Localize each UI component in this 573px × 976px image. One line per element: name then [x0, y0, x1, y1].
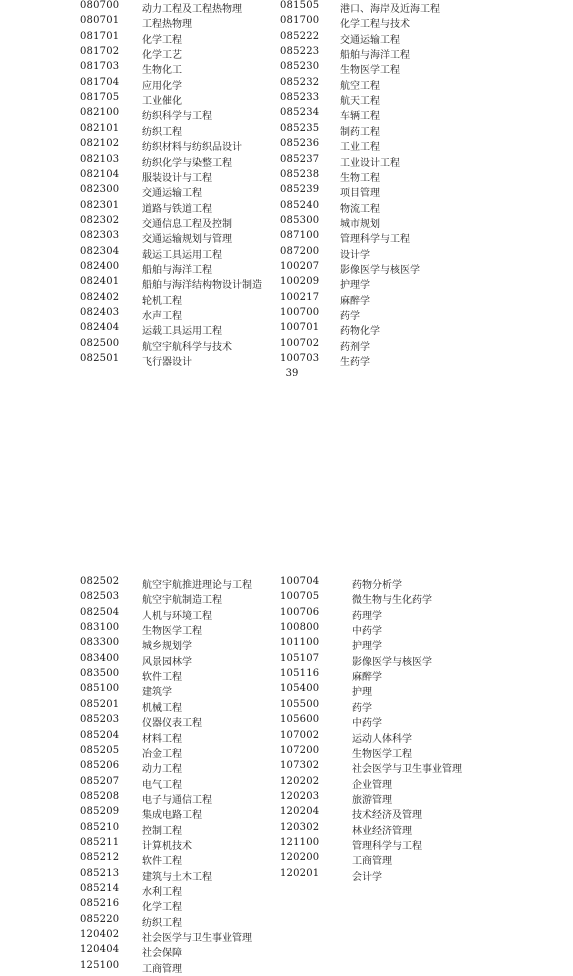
discipline-code: 100700: [280, 307, 320, 318]
discipline-code: 085232: [280, 76, 320, 88]
discipline-name: 计算机技术: [142, 840, 192, 852]
discipline-code: 082503: [80, 591, 120, 603]
discipline-code: 082300: [80, 184, 120, 196]
document-page-1: [0, 0, 573, 382]
discipline-name: 旅游管理: [352, 794, 392, 806]
discipline-code: 100800: [280, 622, 320, 634]
document-page-2: [0, 576, 573, 976]
discipline-code: 081705: [80, 92, 120, 104]
discipline-code: 085211: [80, 836, 120, 848]
discipline-name: 企业管理: [352, 779, 392, 791]
discipline-name: 工商管理: [142, 963, 182, 975]
discipline-name: 软件工程: [142, 856, 182, 868]
discipline-code: 085222: [280, 30, 320, 42]
discipline-code: 120204: [280, 806, 320, 818]
discipline-code: 085213: [80, 867, 120, 879]
discipline-name: 工业工程: [340, 142, 380, 154]
discipline-name: 软件工程: [142, 672, 182, 684]
discipline-name: 项目管理: [340, 188, 380, 200]
discipline-code: 085214: [80, 883, 120, 894]
discipline-name: 材料工程: [142, 733, 182, 745]
discipline-code: 085212: [80, 852, 120, 864]
discipline-name: 影像医学与核医学: [340, 264, 420, 276]
discipline-code: 085239: [280, 184, 320, 196]
discipline-code: 107200: [280, 744, 320, 756]
discipline-name: 纺织工程: [142, 917, 182, 929]
discipline-code: 105400: [280, 683, 320, 695]
discipline-code: 085236: [280, 138, 320, 150]
discipline-code: 085233: [280, 92, 320, 104]
discipline-name: 物流工程: [340, 203, 380, 215]
discipline-code: 085206: [80, 760, 120, 772]
discipline-code: 082500: [80, 337, 120, 349]
discipline-name: 药物化学: [340, 326, 380, 338]
discipline-name: 船舶与海洋工程: [142, 264, 212, 276]
discipline-name: 麻醉学: [340, 295, 370, 307]
discipline-code: 120404: [80, 944, 120, 956]
discipline-code: 100209: [280, 276, 320, 288]
discipline-name: 生药学: [340, 357, 370, 369]
discipline-code: 082304: [80, 245, 120, 257]
discipline-name: 道路与铁道工程: [142, 203, 212, 215]
discipline-code: 100701: [280, 322, 320, 334]
discipline-code: 105107: [280, 652, 320, 664]
discipline-name: 社会医学与卫生事业管理: [142, 933, 252, 945]
discipline-name: 纺织材料与纺织品设计: [142, 142, 242, 154]
discipline-name: 应用化学: [142, 80, 182, 92]
discipline-code: 085230: [280, 61, 320, 73]
discipline-name: 化学工程与技术: [340, 19, 410, 31]
discipline-name: 纺织工程: [142, 126, 182, 138]
discipline-name: 轮机工程: [142, 295, 182, 307]
discipline-code: 101100: [280, 637, 320, 649]
discipline-code: 085235: [280, 122, 320, 134]
discipline-code: 100207: [280, 260, 320, 272]
discipline-name: 航空工程: [340, 80, 380, 92]
discipline-code: 087100: [280, 230, 320, 242]
discipline-name: 化学工程: [142, 34, 182, 46]
discipline-code: 081505: [280, 0, 320, 11]
discipline-name: 生物工程: [340, 172, 380, 184]
discipline-code: 085210: [80, 821, 120, 833]
discipline-code: 085100: [80, 683, 120, 695]
discipline-name: 城乡规划学: [142, 641, 192, 653]
discipline-code: 082100: [80, 107, 120, 119]
discipline-name: 水利工程: [142, 887, 182, 898]
discipline-name: 电子与通信工程: [142, 794, 212, 806]
discipline-code: 121100: [280, 836, 320, 848]
discipline-code: 081704: [80, 76, 120, 88]
discipline-code: 085237: [280, 153, 320, 165]
discipline-code: 100704: [280, 576, 320, 587]
discipline-name: 动力工程及工程热物理: [142, 4, 242, 15]
discipline-code: 082404: [80, 322, 120, 334]
discipline-name: 水声工程: [142, 311, 182, 322]
discipline-name: 机械工程: [142, 702, 182, 714]
discipline-code: 082502: [80, 576, 120, 587]
discipline-code: 100706: [280, 606, 320, 618]
discipline-name: 交通运输工程: [340, 34, 400, 46]
discipline-code: 085204: [80, 729, 120, 741]
discipline-code: 100703: [280, 353, 320, 365]
discipline-code: 082104: [80, 168, 120, 180]
discipline-code: 082303: [80, 230, 120, 242]
discipline-code: 085201: [80, 698, 120, 710]
discipline-name: 化学工艺: [142, 50, 182, 62]
discipline-name: 载运工具运用工程: [142, 249, 222, 261]
discipline-code: 120201: [280, 867, 320, 879]
discipline-name: 药学: [340, 311, 360, 322]
discipline-name: 人机与环境工程: [142, 610, 212, 622]
discipline-code: 082501: [80, 353, 120, 365]
discipline-code: 085234: [280, 107, 320, 119]
discipline-name: 护理学: [352, 641, 382, 653]
discipline-name: 生物医学工程: [340, 65, 400, 77]
discipline-code: 080701: [80, 15, 120, 27]
discipline-name: 运动人体科学: [352, 733, 412, 745]
discipline-code: 085240: [280, 199, 320, 211]
discipline-code: 085300: [280, 214, 320, 226]
discipline-name: 航空宇航推进理论与工程: [142, 580, 252, 591]
discipline-name: 服装设计与工程: [142, 172, 212, 184]
discipline-name: 电气工程: [142, 779, 182, 791]
discipline-name: 航空宇航制造工程: [142, 595, 222, 607]
discipline-name: 船舶与海洋结构物设计制造: [142, 280, 262, 292]
discipline-code: 085208: [80, 790, 120, 802]
discipline-code: 083500: [80, 668, 120, 680]
discipline-name: 中药学: [352, 718, 382, 730]
discipline-code: 081700: [280, 15, 320, 27]
discipline-code: 082103: [80, 153, 120, 165]
discipline-code: 100217: [280, 291, 320, 303]
discipline-code: 120200: [280, 852, 320, 864]
discipline-code: 082302: [80, 214, 120, 226]
discipline-name: 港口、海岸及近海工程: [340, 4, 440, 15]
discipline-name: 化学工程: [142, 902, 182, 914]
discipline-name: 影像医学与核医学: [352, 656, 432, 668]
discipline-code: 081701: [80, 30, 120, 42]
discipline-name: 风景园林学: [142, 656, 192, 668]
discipline-code: 082400: [80, 260, 120, 272]
discipline-name: 中药学: [352, 626, 382, 638]
discipline-code: 120402: [80, 929, 120, 941]
discipline-name: 交通运输规划与管理: [142, 234, 232, 246]
discipline-name: 建筑学: [142, 687, 172, 699]
discipline-code: 080700: [80, 0, 120, 11]
discipline-code: 081703: [80, 61, 120, 73]
discipline-code: 085216: [80, 898, 120, 910]
discipline-code: 120202: [280, 775, 320, 787]
discipline-name: 工程热物理: [142, 19, 192, 31]
discipline-name: 社会医学与卫生事业管理: [352, 764, 462, 776]
discipline-name: 技术经济及管理: [352, 810, 422, 822]
discipline-code: 100705: [280, 591, 320, 603]
discipline-name: 生物化工: [142, 65, 182, 77]
discipline-name: 航空宇航科学与技术: [142, 341, 232, 353]
discipline-name: 仪器仪表工程: [142, 718, 202, 730]
discipline-code: 107002: [280, 729, 320, 741]
discipline-code: 107302: [280, 760, 320, 772]
discipline-name: 车辆工程: [340, 111, 380, 123]
discipline-code: 085205: [80, 744, 120, 756]
discipline-code: 125100: [80, 959, 120, 971]
discipline-code: 085207: [80, 775, 120, 787]
discipline-name: 运载工具运用工程: [142, 326, 222, 338]
discipline-code: 082401: [80, 276, 120, 288]
discipline-code: 087200: [280, 245, 320, 257]
discipline-name: 船舶与海洋工程: [340, 50, 410, 62]
discipline-code: 085238: [280, 168, 320, 180]
discipline-code: 105116: [280, 668, 320, 680]
discipline-code: 082403: [80, 307, 120, 318]
discipline-name: 工业催化: [142, 96, 182, 108]
discipline-name: 会计学: [352, 871, 382, 883]
discipline-name: 集成电路工程: [142, 810, 202, 822]
discipline-name: 航天工程: [340, 96, 380, 108]
discipline-code: 082101: [80, 122, 120, 134]
discipline-code: 083300: [80, 637, 120, 649]
discipline-name: 纺织科学与工程: [142, 111, 212, 123]
discipline-name: 动力工程: [142, 764, 182, 776]
discipline-name: 工业设计工程: [340, 157, 400, 169]
discipline-code: 082102: [80, 138, 120, 150]
discipline-name: 生物医学工程: [352, 748, 412, 760]
discipline-code: 083400: [80, 652, 120, 664]
discipline-code: 085203: [80, 714, 120, 726]
discipline-name: 药理学: [352, 610, 382, 622]
discipline-name: 建筑与土木工程: [142, 871, 212, 883]
discipline-name: 交通信息工程及控制: [142, 218, 232, 230]
discipline-name: 管理科学与工程: [340, 234, 410, 246]
discipline-name: 制药工程: [340, 126, 380, 138]
discipline-name: 生物医学工程: [142, 626, 202, 638]
discipline-name: 交通运输工程: [142, 188, 202, 200]
discipline-code: 082402: [80, 291, 120, 303]
discipline-code: 082301: [80, 199, 120, 211]
discipline-code: 120203: [280, 790, 320, 802]
discipline-name: 设计学: [340, 249, 370, 261]
discipline-code: 105500: [280, 698, 320, 710]
discipline-name: 药学: [352, 702, 372, 714]
discipline-name: 工商管理: [352, 856, 392, 868]
page-number: 39: [285, 368, 299, 379]
discipline-name: 药物分析学: [352, 580, 402, 591]
discipline-name: 药剂学: [340, 341, 370, 353]
discipline-code: 085220: [80, 913, 120, 925]
discipline-name: 管理科学与工程: [352, 840, 422, 852]
discipline-name: 纺织化学与染整工程: [142, 157, 232, 169]
discipline-code: 105600: [280, 714, 320, 726]
discipline-name: 护理学: [340, 280, 370, 292]
discipline-name: 林业经济管理: [352, 825, 412, 837]
discipline-code: 083100: [80, 622, 120, 634]
discipline-code: 081702: [80, 46, 120, 58]
discipline-name: 城市规划: [340, 218, 380, 230]
discipline-name: 护理: [352, 687, 372, 699]
discipline-name: 冶金工程: [142, 748, 182, 760]
discipline-code: 082504: [80, 606, 120, 618]
discipline-name: 控制工程: [142, 825, 182, 837]
discipline-code: 085223: [280, 46, 320, 58]
discipline-name: 微生物与生化药学: [352, 595, 432, 607]
discipline-name: 飞行器设计: [142, 357, 192, 369]
discipline-name: 麻醉学: [352, 672, 382, 684]
discipline-code: 100702: [280, 337, 320, 349]
discipline-name: 社会保障: [142, 948, 182, 960]
discipline-code: 085209: [80, 806, 120, 818]
discipline-code: 120302: [280, 821, 320, 833]
